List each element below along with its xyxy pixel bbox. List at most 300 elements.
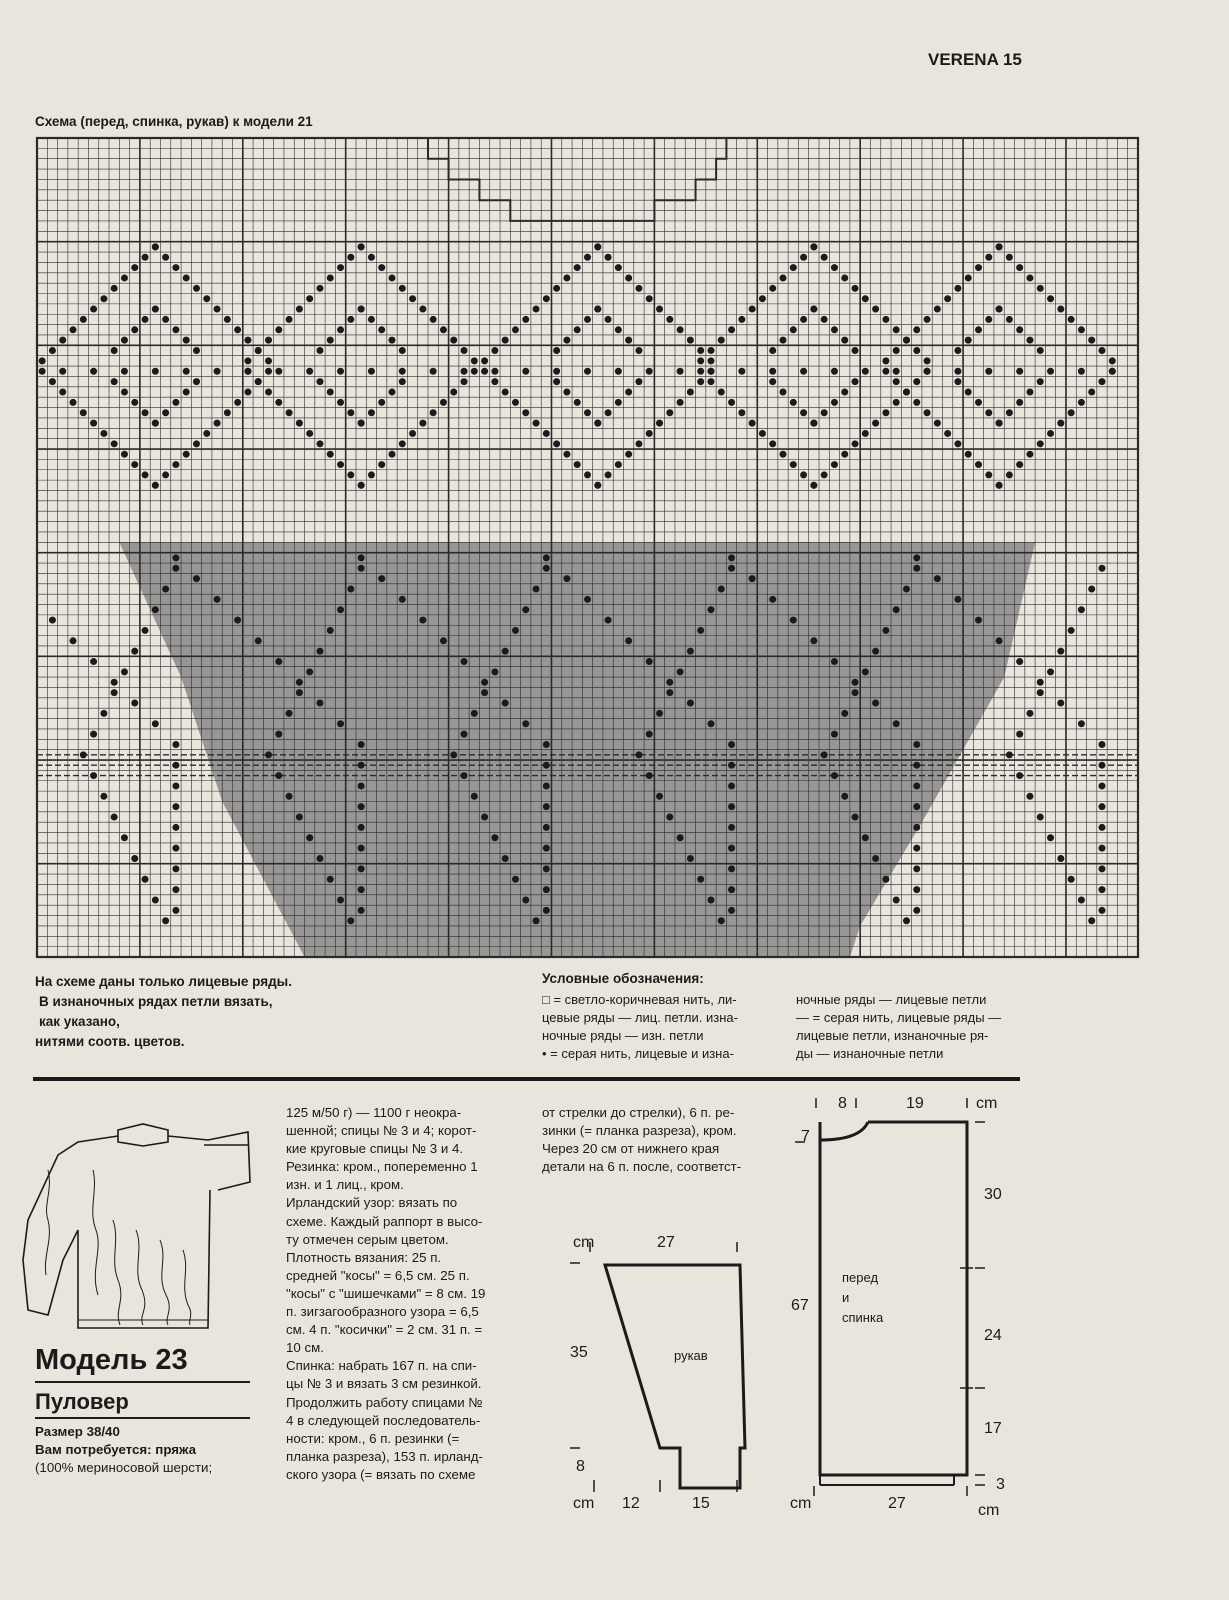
stitch-dot	[1078, 368, 1085, 375]
stitch-dot	[399, 285, 406, 292]
stitch-dot	[358, 782, 365, 789]
stitch-dot	[172, 824, 179, 831]
stitch-dot	[924, 316, 931, 323]
text-line: п. зигзагообразного узора = 6,5	[286, 1304, 479, 1320]
stitch-dot	[1057, 306, 1064, 313]
stitch-dot	[265, 388, 272, 395]
text-line: Спинка: набрать 167 п. на спи-	[286, 1358, 477, 1374]
stitch-dot	[1037, 285, 1044, 292]
stitch-dot	[100, 793, 107, 800]
stitch-dot	[1047, 430, 1054, 437]
stitch-dot	[718, 337, 725, 344]
stitch-dot	[1088, 917, 1095, 924]
stitch-dot	[594, 306, 601, 313]
stitch-dot	[1016, 399, 1023, 406]
stitch-dot	[378, 461, 385, 468]
stitch-dot	[183, 274, 190, 281]
stitch-dot	[985, 471, 992, 478]
stitch-dot	[913, 565, 920, 572]
stitch-dot	[275, 772, 282, 779]
stitch-dot	[172, 264, 179, 271]
stitch-dot	[872, 855, 879, 862]
note-line: В изнаночных рядах петли вязать,	[39, 994, 273, 1009]
stitch-dot	[903, 585, 910, 592]
stitch-dot	[1098, 824, 1105, 831]
stitch-dot	[635, 285, 642, 292]
stitch-dot	[183, 368, 190, 375]
stitch-dot	[563, 388, 570, 395]
stitch-dot	[862, 295, 869, 302]
stitch-dot	[893, 399, 900, 406]
legend-title: Условные обозначения:	[542, 971, 704, 986]
neckline-cutout	[428, 137, 726, 221]
stitch-dot	[975, 461, 982, 468]
stitch-dot	[605, 254, 612, 261]
stitch-dot	[358, 482, 365, 489]
stitch-dot	[131, 399, 138, 406]
stitch-dot	[131, 648, 138, 655]
stitch-dot	[687, 388, 694, 395]
stitch-dot	[790, 399, 797, 406]
gray-yarn-area	[119, 542, 1035, 957]
stitch-dot	[810, 306, 817, 313]
stitch-dot	[450, 751, 457, 758]
stitch-dot	[522, 409, 529, 416]
stitch-dot	[810, 420, 817, 427]
stitch-dot	[810, 243, 817, 250]
stitch-dot	[800, 368, 807, 375]
sleeve-label: рукав	[674, 1348, 708, 1363]
stitch-dot	[543, 295, 550, 302]
stitch-dot	[142, 409, 149, 416]
stitch-dot	[594, 420, 601, 427]
legend-line: цевые ряды — лиц. петли. изна-	[542, 1010, 738, 1025]
stitch-dot	[594, 243, 601, 250]
stitch-dot	[522, 606, 529, 613]
stitch-dot	[584, 316, 591, 323]
stitch-dot	[821, 409, 828, 416]
stitch-dot	[728, 399, 735, 406]
model-title: Модель 23	[35, 1344, 188, 1376]
stitch-dot	[461, 772, 468, 779]
stitch-dot	[461, 378, 468, 385]
text-line: от стрелки до стрелки), 6 п. ре-	[542, 1105, 735, 1120]
stitch-dot	[1088, 388, 1095, 395]
stitch-dot	[316, 378, 323, 385]
stitch-dot	[121, 451, 128, 458]
stitch-dot	[265, 751, 272, 758]
magazine-header: VERENA 15	[928, 50, 1022, 69]
stitch-dot	[841, 388, 848, 395]
stitch-dot	[111, 679, 118, 686]
stitch-dot	[152, 606, 159, 613]
stitch-dot	[296, 679, 303, 686]
stitch-dot	[461, 347, 468, 354]
text-line: "косы" с "шишечками" = 8 см. 19	[286, 1285, 486, 1301]
stitch-dot	[913, 378, 920, 385]
stitch-dot	[172, 845, 179, 852]
stitch-dot	[1037, 679, 1044, 686]
stitch-dot	[347, 409, 354, 416]
stitch-dot	[419, 306, 426, 313]
stitch-dot	[368, 316, 375, 323]
stitch-dot	[831, 264, 838, 271]
stitch-dot	[1037, 689, 1044, 696]
stitch-dot	[635, 378, 642, 385]
stitch-dot	[965, 337, 972, 344]
body-dim-19: 19	[906, 1095, 924, 1112]
body-label-back: спинка	[842, 1310, 884, 1325]
stitch-dot	[255, 637, 262, 644]
stitch-dot	[1098, 803, 1105, 810]
stitch-dot	[70, 399, 77, 406]
stitch-dot	[512, 876, 519, 883]
stitch-dot	[255, 347, 262, 354]
stitch-dot	[594, 482, 601, 489]
stitch-dot	[646, 295, 653, 302]
stitch-dot	[90, 731, 97, 738]
stitch-dot	[821, 751, 828, 758]
stitch-dot	[780, 337, 787, 344]
legend-line: ды — изнаночные петли	[796, 1046, 944, 1061]
stitch-dot	[1098, 565, 1105, 572]
stitch-dot	[810, 306, 817, 313]
body-dim-30: 30	[984, 1186, 1002, 1203]
stitch-dot	[481, 679, 488, 686]
stitch-dot	[800, 254, 807, 261]
stitch-dot	[327, 388, 334, 395]
stitch-dot	[1016, 658, 1023, 665]
stitch-dot	[419, 420, 426, 427]
neckline-outline	[428, 138, 726, 221]
title-underline	[35, 1381, 250, 1383]
stitch-dot	[996, 420, 1003, 427]
stitch-dot	[924, 368, 931, 375]
stitch-dot	[502, 700, 509, 707]
stitch-dot	[214, 596, 221, 603]
model-subtitle: Пуловер	[35, 1389, 129, 1414]
stitch-dot	[368, 254, 375, 261]
stitch-dot	[780, 388, 787, 395]
stitch-dot	[635, 347, 642, 354]
stitch-dot	[358, 554, 365, 561]
text-line: ского узора (= вязать по схеме	[286, 1466, 476, 1482]
stitch-dot	[852, 378, 859, 385]
body-dim-17: 17	[984, 1420, 1002, 1437]
stitch-dot	[759, 430, 766, 437]
stitch-dot	[111, 378, 118, 385]
stitch-dot	[471, 357, 478, 364]
stitch-dot	[913, 803, 920, 810]
stitch-dot	[913, 554, 920, 561]
stitch-dot	[214, 420, 221, 427]
stitch-dot	[162, 254, 169, 261]
stitch-dot	[903, 337, 910, 344]
stitch-dot	[378, 264, 385, 271]
stitch-dot	[358, 306, 365, 313]
stitch-dot	[1078, 896, 1085, 903]
stitch-dot	[193, 285, 200, 292]
legend-line: ночные ряды — лицевые петли	[796, 992, 987, 1007]
stitch-dot	[543, 824, 550, 831]
stitch-dot	[142, 316, 149, 323]
stitch-dot	[90, 368, 97, 375]
stitch-dot	[491, 368, 498, 375]
stitch-dot	[903, 337, 910, 344]
stitch-dot	[985, 409, 992, 416]
text-line: шенной; спицы № 3 и 4; корот-	[286, 1123, 477, 1139]
stitch-dot	[728, 782, 735, 789]
stitch-dot	[80, 751, 87, 758]
stitch-dot	[461, 368, 468, 375]
stitch-dot	[543, 741, 550, 748]
stitch-dot	[430, 368, 437, 375]
stitch-dot	[1047, 668, 1054, 675]
stitch-dot	[1098, 907, 1105, 914]
stitch-dot	[111, 440, 118, 447]
stitch-dot	[255, 347, 262, 354]
stitch-dot	[121, 337, 128, 344]
stitch-dot	[996, 306, 1003, 313]
stitch-dot	[543, 554, 550, 561]
stitch-dot	[358, 420, 365, 427]
stitch-dot	[491, 347, 498, 354]
stitch-dot	[1057, 420, 1064, 427]
text-line: зинки (= планка разреза), кром.	[542, 1123, 737, 1139]
stitch-dot	[111, 814, 118, 821]
stitch-dot	[172, 741, 179, 748]
stitch-dot	[172, 886, 179, 893]
stitch-dot	[1109, 368, 1116, 375]
stitch-dot	[111, 285, 118, 292]
stitch-dot	[358, 886, 365, 893]
stitch-dot	[975, 617, 982, 624]
stitch-dot	[316, 440, 323, 447]
stitch-dot	[553, 368, 560, 375]
stitch-dot	[677, 834, 684, 841]
stitch-dot	[1078, 606, 1085, 613]
stitch-dot	[728, 762, 735, 769]
stitch-dot	[358, 865, 365, 872]
stitch-dot	[913, 824, 920, 831]
stitch-dot	[1026, 337, 1033, 344]
stitch-dot	[924, 357, 931, 364]
stitch-dot	[707, 378, 714, 385]
stitch-dot	[244, 337, 251, 344]
stitch-dot	[893, 720, 900, 727]
stitch-dot	[327, 337, 334, 344]
stitch-dot	[872, 306, 879, 313]
stitch-dot	[996, 482, 1003, 489]
stitch-dot	[707, 347, 714, 354]
stitch-dot	[368, 368, 375, 375]
stitch-dot	[337, 720, 344, 727]
stitch-dot	[1006, 409, 1013, 416]
stitch-dot	[286, 316, 293, 323]
stitch-dot	[1098, 865, 1105, 872]
stitch-dot	[131, 326, 138, 333]
stitch-dot	[142, 876, 149, 883]
stitch-dot	[265, 368, 272, 375]
stitch-dot	[471, 368, 478, 375]
stitch-dot	[625, 637, 632, 644]
stitch-dot	[1098, 347, 1105, 354]
body-cm-bottom-right: cm	[978, 1502, 1000, 1519]
stitch-dot	[687, 337, 694, 344]
stitch-dot	[275, 368, 282, 375]
stitch-dot	[316, 347, 323, 354]
stitch-dot	[358, 907, 365, 914]
stitch-dot	[574, 399, 581, 406]
stitch-dot	[152, 420, 159, 427]
stitch-dot	[481, 689, 488, 696]
stitch-dot	[275, 731, 282, 738]
stitch-dot	[327, 274, 334, 281]
stitch-dot	[152, 306, 159, 313]
stitch-dot	[790, 326, 797, 333]
stitch-dot	[841, 337, 848, 344]
stitch-dot	[481, 368, 488, 375]
stitch-dot	[800, 316, 807, 323]
stitch-dot	[677, 326, 684, 333]
stitch-dot	[1098, 741, 1105, 748]
stitch-dot	[358, 803, 365, 810]
stitch-dot	[903, 388, 910, 395]
stitch-dot	[286, 793, 293, 800]
stitch-dot	[656, 420, 663, 427]
stitch-dot	[80, 316, 87, 323]
stitch-dot	[563, 337, 570, 344]
stitch-dot	[172, 762, 179, 769]
body-dim-8: 8	[838, 1095, 847, 1112]
stitch-dot	[131, 855, 138, 862]
stitch-dot	[605, 617, 612, 624]
stitch-dot	[697, 357, 704, 364]
stitch-dot	[296, 689, 303, 696]
stitch-dot	[728, 326, 735, 333]
stitch-dot	[615, 399, 622, 406]
stitch-dot	[286, 409, 293, 416]
stitch-dot	[162, 585, 169, 592]
stitch-dot	[543, 865, 550, 872]
sleeve-pattern-diagram	[560, 1230, 790, 1510]
stitch-dot	[605, 316, 612, 323]
text-line: цы № 3 и вязать 3 см резинкой.	[286, 1376, 482, 1392]
stitch-dot	[543, 907, 550, 914]
stitch-dot	[183, 388, 190, 395]
stitch-dot	[913, 845, 920, 852]
stitch-dot	[265, 357, 272, 364]
stitch-dot	[388, 388, 395, 395]
sleeve-dim-8: 8	[576, 1458, 585, 1475]
stitch-dot	[769, 285, 776, 292]
sleeve-dim-27: 27	[657, 1234, 675, 1251]
stitch-dot	[841, 274, 848, 281]
stitch-dot	[306, 430, 313, 437]
stitch-dot	[316, 855, 323, 862]
stitch-dot	[563, 274, 570, 281]
stitch-dot	[594, 420, 601, 427]
stitch-dot	[316, 700, 323, 707]
stitch-dot	[430, 316, 437, 323]
stitch-dot	[502, 388, 509, 395]
stitch-dot	[172, 865, 179, 872]
stitch-dot	[1068, 409, 1075, 416]
text-line: кие круговые спицы № 3 и 4.	[286, 1141, 464, 1157]
stitch-dot	[152, 243, 159, 250]
stitch-dot	[1047, 295, 1054, 302]
sleeve-dim-12: 12	[622, 1495, 640, 1512]
stitch-dot	[80, 409, 87, 416]
legend-line: — = серая нить, лицевые ряды —	[796, 1010, 1002, 1025]
stitch-dot	[800, 471, 807, 478]
stitch-dot	[924, 409, 931, 416]
stitch-dot	[594, 243, 601, 250]
stitch-dot	[625, 337, 632, 344]
stitch-dot	[100, 430, 107, 437]
stitch-dot	[275, 399, 282, 406]
stitch-dot	[172, 565, 179, 572]
stitch-dot	[996, 420, 1003, 427]
stitch-dot	[1047, 834, 1054, 841]
body-dim-67: 67	[791, 1297, 809, 1314]
stitch-dot	[563, 575, 570, 582]
stitch-dot	[347, 471, 354, 478]
stitch-dot	[244, 368, 251, 375]
stitch-dot	[646, 658, 653, 665]
text-line: 125 м/50 г) — 1100 г неокра-	[286, 1105, 462, 1120]
stitch-dot	[831, 399, 838, 406]
stitch-dot	[296, 420, 303, 427]
stitch-dot	[399, 596, 406, 603]
section-divider	[33, 1077, 1020, 1081]
stitch-dot	[121, 668, 128, 675]
instructions-column-3	[542, 1104, 772, 1176]
stitch-dot	[111, 689, 118, 696]
stitch-dot	[697, 368, 704, 375]
note-line: как указано,	[39, 1014, 120, 1029]
text-line: Продолжить работу спицами №	[286, 1394, 483, 1410]
stitch-dot	[502, 855, 509, 862]
stitch-dot	[769, 596, 776, 603]
stitch-dot	[358, 565, 365, 572]
instructions-column-2	[286, 1104, 508, 1484]
stitch-dot	[388, 274, 395, 281]
stitch-dot	[913, 886, 920, 893]
text-line: Плотность вязания: 25 п.	[286, 1249, 442, 1265]
stitch-dot	[831, 326, 838, 333]
stitch-dot	[913, 347, 920, 354]
stitch-dot	[49, 347, 56, 354]
stitch-dot	[954, 285, 961, 292]
stitch-dot	[810, 637, 817, 644]
stitch-dot	[471, 793, 478, 800]
stitch-dot	[996, 637, 1003, 644]
legend-line: • = серая нить, лицевые и изна-	[542, 1046, 734, 1061]
stitch-dot	[183, 451, 190, 458]
stitch-dot	[707, 606, 714, 613]
stitch-dot	[913, 762, 920, 769]
stitch-dot	[491, 668, 498, 675]
note-line: нитями соотв. цветов.	[35, 1034, 185, 1049]
stitch-dot	[1109, 368, 1116, 375]
stitch-dot	[337, 264, 344, 271]
stitch-dot	[152, 482, 159, 489]
stitch-dot	[1088, 337, 1095, 344]
stitch-dot	[882, 409, 889, 416]
stitch-dot	[193, 575, 200, 582]
chart-note	[35, 972, 292, 1052]
